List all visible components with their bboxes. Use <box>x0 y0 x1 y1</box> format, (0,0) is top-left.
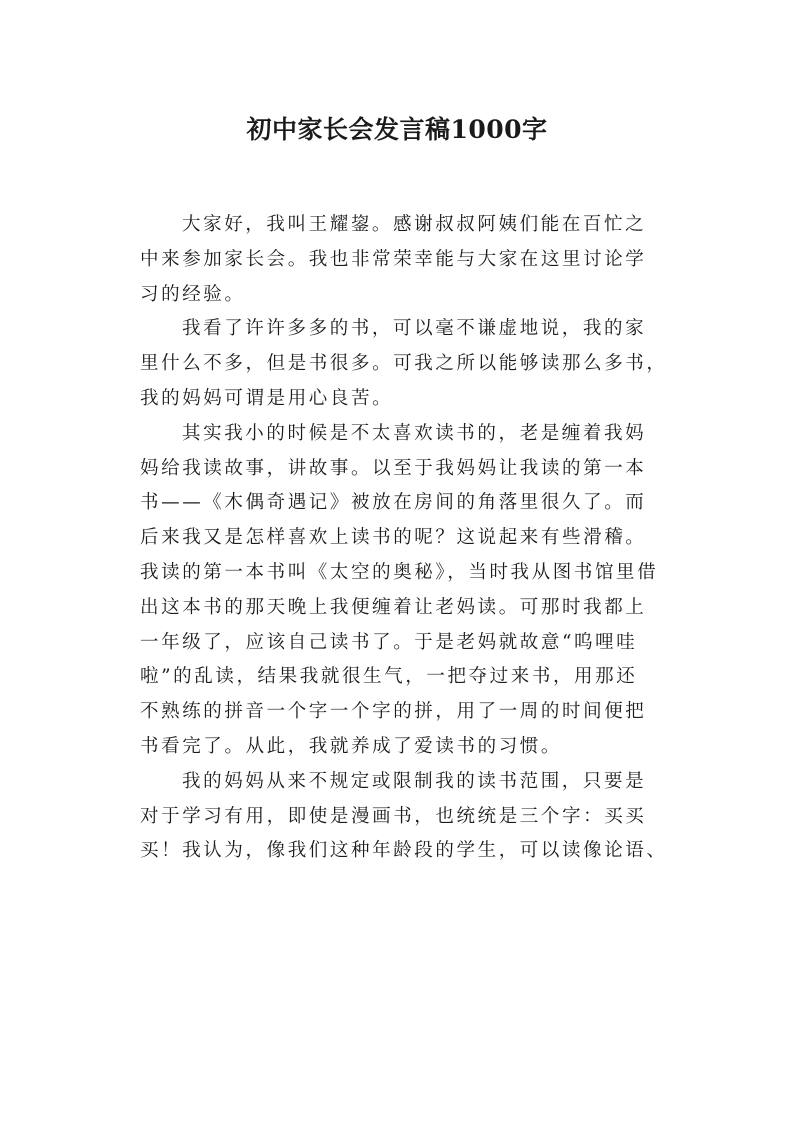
paragraph-4-line-3: 买！我认为，像我们这种年龄段的学生，可以读像论语、 <box>140 840 668 862</box>
paragraph-1-line-1: 大家好，我叫王耀鋆。感谢叔叔阿姨们能在百忙之 <box>182 214 647 235</box>
paragraph-3-line-9: 不熟练的拼音一个字一个字的拼，用了一周的时间便把 <box>140 701 647 723</box>
paragraph-3-line-2: 妈给我读故事，讲故事。以至于我妈妈让我读的第一本 <box>140 457 647 479</box>
paragraph-4-line-2: 对于学习有用，即使是漫画书，也统统是三个字：买买 <box>140 805 647 827</box>
paragraph-3-line-3: 书——《木偶奇遇记》被放在房间的角落里很久了。而 <box>140 492 647 514</box>
paragraph-3-line-6: 出这本书的那天晚上我便缠着让老妈读。可那时我都上 <box>140 596 647 618</box>
document-body <box>140 208 670 869</box>
paragraph-3-line-1: 其实我小的时候是不太喜欢读书的，老是缠着我妈 <box>182 422 647 444</box>
paragraph-2-line-1: 我看了许许多多的书，可以毫不谦虚地说，我的家 <box>182 318 647 340</box>
paragraph-3-line-10: 书看完了。从此，我就养成了爱读书的习惯。 <box>140 735 563 757</box>
paragraph-3-line-5: 我读的第一本书叫《太空的奥秘》，当时我从图书馆里借 <box>140 561 659 583</box>
paragraph-3-line-4: 后来我又是怎样喜欢上读书的呢？这说起来有些滑稽。 <box>140 527 647 549</box>
document-title: 初中家长会发言稿1000字 <box>246 115 548 144</box>
paragraph-1-line-2: 中来参加家长会。我也非常荣幸能与大家在这里讨论学 <box>140 248 647 270</box>
paragraph-3-line-7: 一年级了，应该自己读书了。于是老妈就故意“呜哩哇 <box>140 631 638 653</box>
paragraph-1-line-3: 习的经验。 <box>140 283 246 305</box>
paragraph-4-line-1: 我的妈妈从来不规定或限制我的读书范围，只要是 <box>182 770 647 792</box>
paragraph-3-line-8: 啦”的乱读，结果我就很生气，一把夺过来书，用那还 <box>140 666 638 688</box>
paragraph-2-line-3: 我的妈妈可谓是用心良苦。 <box>140 387 394 409</box>
paragraph-2-line-2: 里什么不多，但是书很多。可我之所以能够读那么多书， <box>140 353 668 375</box>
